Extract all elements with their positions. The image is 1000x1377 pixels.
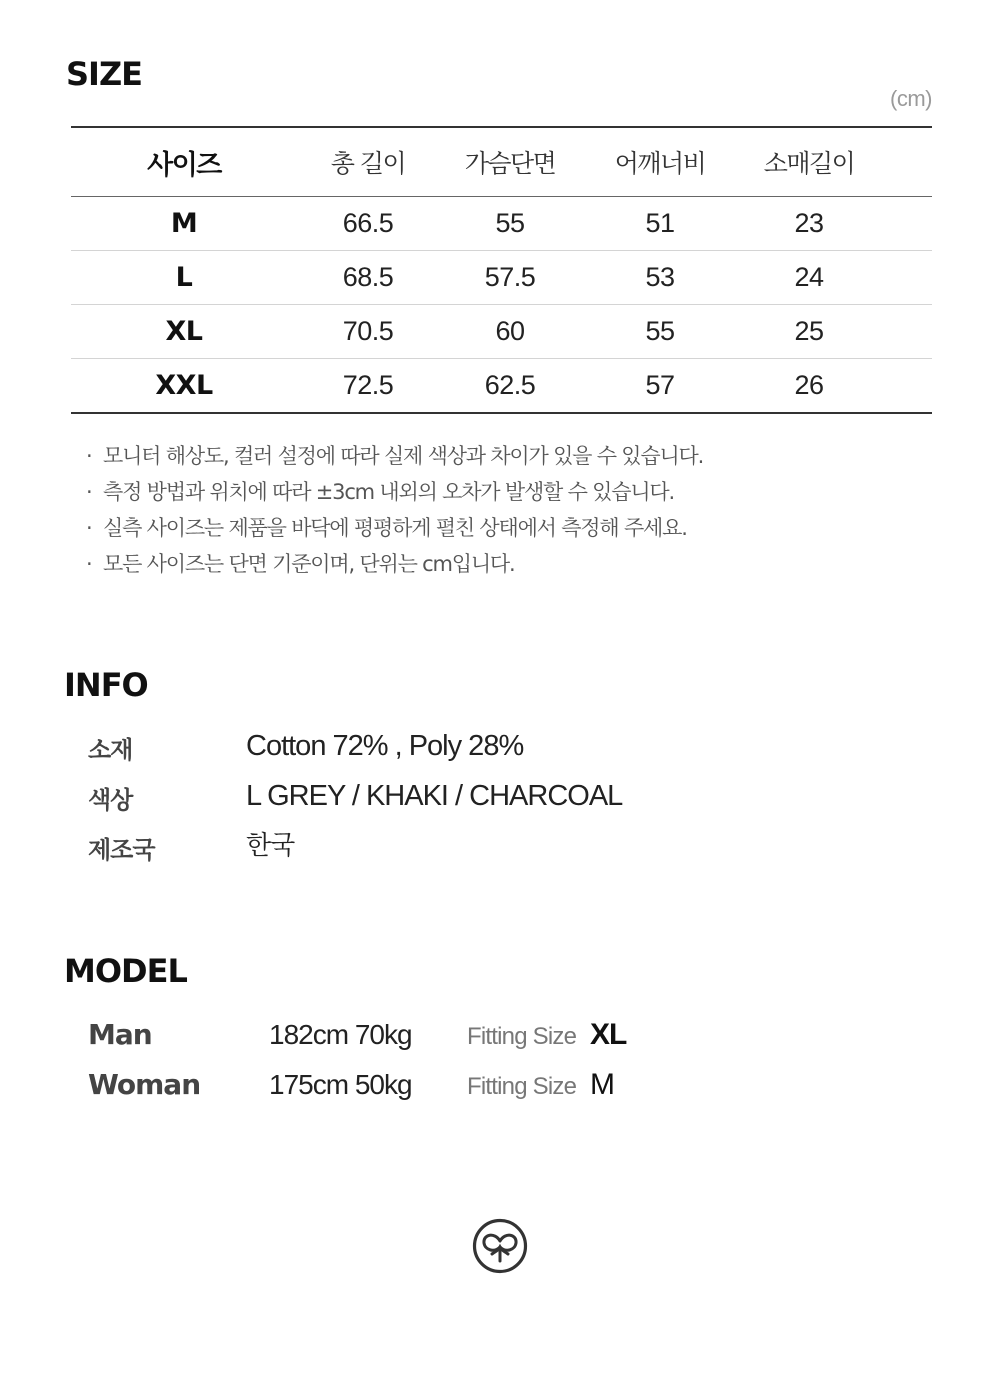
size-notes (86, 438, 703, 582)
size-table (71, 126, 932, 414)
brand-logo-icon (472, 1218, 528, 1274)
unit-label: (cm) (890, 86, 932, 111)
info-label: 소재 (88, 736, 133, 764)
list-item (86, 546, 703, 582)
bullet-icon: · (86, 480, 92, 504)
size-cell: XXL (155, 370, 213, 401)
bullet-icon: · (86, 444, 92, 468)
list-item (86, 438, 703, 474)
chest-cell: 62.5 (484, 370, 536, 400)
shoulder-cell: 53 (645, 262, 675, 292)
chest-cell: 60 (495, 316, 525, 346)
info-row-color (0, 780, 1000, 820)
shoulder-cell: 57 (645, 370, 675, 400)
sleeve-cell: 24 (794, 262, 824, 292)
total-length-cell: 68.5 (342, 262, 394, 292)
fitting-size-label: Fitting Size (467, 1023, 577, 1050)
header-size: 사이즈 (147, 149, 221, 181)
table-row (71, 197, 932, 251)
fitting-size-value: M (590, 1068, 614, 1101)
model-section-title: MODEL (64, 952, 187, 990)
info-value: L GREY / KHAKI / CHARCOAL (246, 780, 623, 812)
note-text: 모니터 해상도, 컬러 설정에 따라 실제 색상과 차이가 있을 수 있습니다. (103, 444, 704, 468)
fitting-size-value: XL (590, 1018, 627, 1051)
info-label: 제조국 (88, 836, 155, 864)
fitting-size-label: Fitting Size (467, 1073, 577, 1100)
model-body-measure: 182cm 70kg (269, 1019, 412, 1050)
total-length-cell: 72.5 (342, 370, 394, 400)
note-text: 실측 사이즈는 제품을 바닥에 평평하게 펼친 상태에서 측정해 주세요. (103, 516, 687, 540)
info-value: Cotton 72% , Poly 28% (246, 730, 524, 762)
header-total-length: 총 길이 (330, 149, 406, 178)
model-row-man (0, 1013, 1000, 1057)
sleeve-cell: 23 (794, 208, 824, 238)
table-row (71, 359, 932, 412)
size-cell: M (170, 208, 198, 239)
info-section-title: INFO (64, 666, 148, 704)
total-length-cell: 70.5 (342, 316, 394, 346)
model-name: Man (88, 1018, 152, 1051)
header-chest: 가슴단면 (464, 149, 556, 178)
info-label: 색상 (88, 786, 133, 814)
size-cell: XL (165, 316, 203, 347)
sleeve-cell: 25 (794, 316, 824, 346)
header-shoulder: 어깨너비 (614, 149, 706, 178)
list-item (86, 510, 703, 546)
sleeve-cell: 26 (794, 370, 824, 400)
size-section-title: SIZE (66, 55, 143, 93)
bullet-icon: · (86, 552, 92, 576)
model-body-measure: 175cm 50kg (269, 1069, 412, 1100)
header-sleeve: 소매길이 (763, 149, 855, 178)
shoulder-cell: 51 (645, 208, 675, 238)
info-row-origin (0, 830, 1000, 870)
shoulder-cell: 55 (645, 316, 675, 346)
note-text: 모든 사이즈는 단면 기준이며, 단위는 cm입니다. (103, 552, 515, 576)
info-row-material (0, 730, 1000, 770)
chest-cell: 55 (495, 208, 525, 238)
model-row-woman (0, 1063, 1000, 1107)
chest-cell: 57.5 (484, 262, 536, 292)
table-row (71, 305, 932, 359)
size-cell: L (175, 262, 193, 293)
table-row (71, 251, 932, 305)
list-item (86, 474, 703, 510)
size-table-header (71, 128, 932, 197)
info-value: 한국 (246, 831, 295, 861)
total-length-cell: 66.5 (342, 208, 394, 238)
note-text: 측정 방법과 위치에 따라 ±3cm 내외의 오차가 발생할 수 있습니다. (103, 480, 674, 504)
model-name: Woman (88, 1068, 201, 1101)
bullet-icon: · (86, 516, 92, 540)
